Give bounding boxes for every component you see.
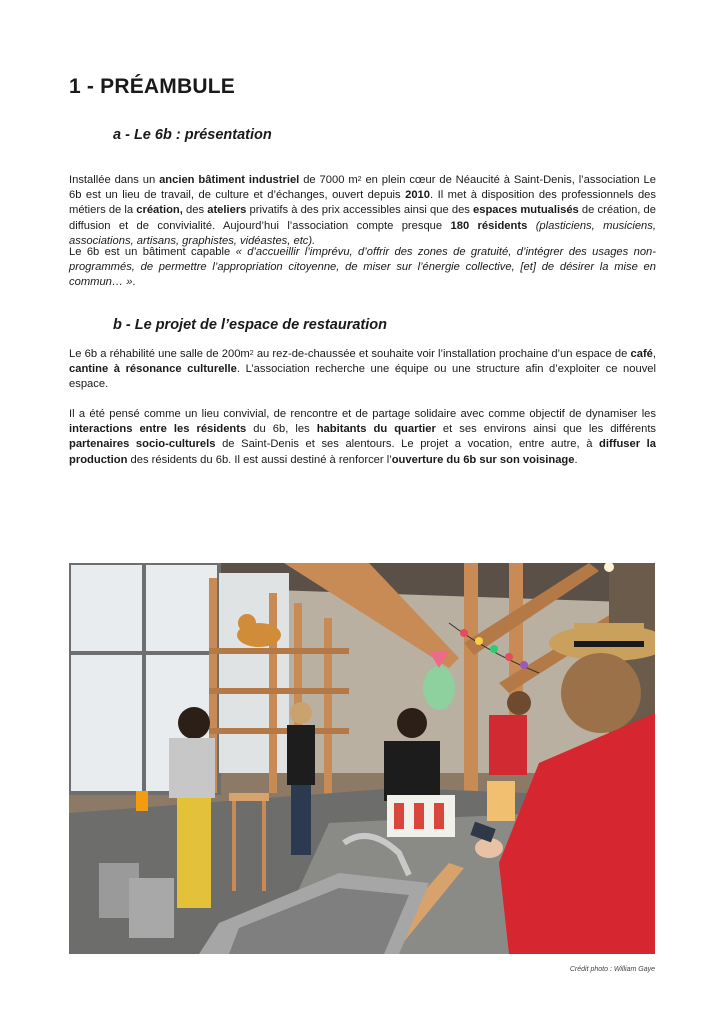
section-b-title: b - Le projet de l’espace de restauration [113, 317, 387, 333]
paragraph-building-quote: Le 6b est un bâtiment capable « d’accueillir l’imprévu, d’offrir des zones de gratuité, d’intégrer des usages non-programmés, de permettre l’appropriation citoyenne, de miser sur l’énergie collective, [et] de désirer la mise en commun… ». [69, 246, 656, 289]
section-a-title: a - Le 6b : présentation [113, 127, 272, 143]
cafe-photo [69, 563, 655, 954]
paragraph-restaurant-space: Le 6b a réhabilité une salle de $200m^2$ au rez-de-chaussée et souhaite voir l’installation prochaine d’un espace de café, cantine à résonance culturelle. L’association recherche une équipe ou une structure afin d’exploiter ce nouvel espace. [69, 348, 657, 391]
paragraph-project-goals: Il a été pensé comme un lieu convivial, de rencontre et de partage solidaire avec comme objectif de dynamiser les interactions entre les résidents du 6b, les habitants du quartier et ses environs ainsi que les différents partenaires socio-culturels de Saint-Denis et ses alentours. Le projet a vocation, entre autre, à diffuser la production des résidents du 6b. Il est aussi destiné à renforcer l’ouverture du 6b sur son voisinage. [69, 408, 657, 466]
page-title: 1 - PRÉAMBULE [69, 75, 235, 98]
paragraph-presentation: Installée dans un ancien bâtiment industriel de 7000 $m^2$ en plein cœur de Néaucité à Saint-Denis, l’association Le 6b est un lieu de travail, de culture et d’échanges, ouvert depuis 2010. Il met à disposition des professionnels des métiers de la création, des ateliers privatifs à des prix accessibles ainsi que des espaces mutualisés de création, de diffusion et de convivialité. Aujourd’hui l’association compte presque 180 résidents (plasticiens, musiciens, associations, artisans, graphistes, vidéastes, etc). [69, 174, 656, 247]
photo-credit: Crédit photo : William Gaye [569, 966, 655, 973]
